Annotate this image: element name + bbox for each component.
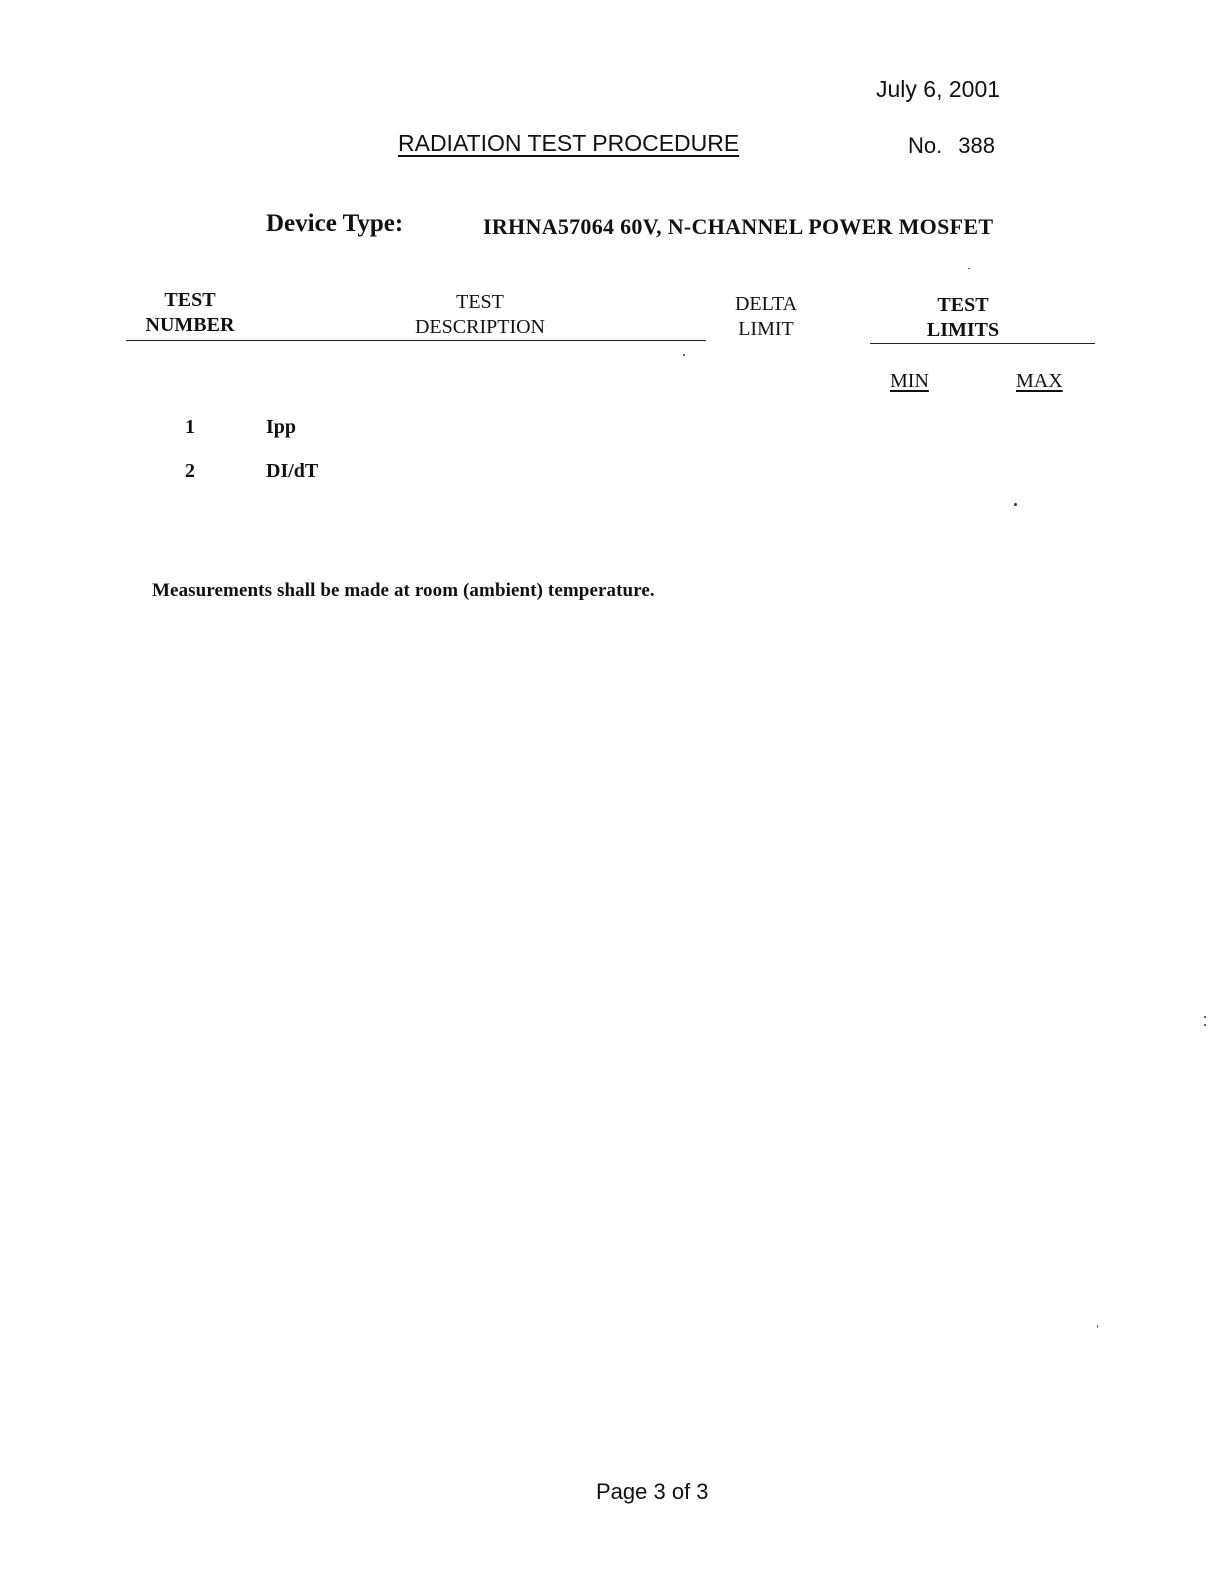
header-test-number-line1: TEST [164, 289, 216, 311]
header-delta-limit [720, 292, 812, 342]
scan-speck [1204, 1016, 1206, 1018]
row-1-test-number: 1 [185, 416, 195, 438]
scan-speck [1097, 1325, 1098, 1328]
header-test-number [138, 288, 242, 338]
header-test-limits-line2: LIMITS [926, 319, 1000, 341]
measurement-note: Measurements shall be made at room (ambient) temperature. [152, 580, 655, 601]
row-2-test-description: DI/dT [266, 460, 319, 482]
header-delta-limit-line1: DELTA [734, 293, 798, 315]
scan-speck [1204, 1024, 1206, 1026]
header-delta-limit-line2: LIMIT [738, 318, 794, 340]
header-test-description-line2: DESCRIPTION [414, 316, 545, 338]
document-number-label: No. [908, 133, 943, 158]
header-max: MAX [1016, 370, 1063, 392]
header-divider-right [870, 343, 1095, 344]
scan-speck [968, 268, 970, 269]
scan-speck [1014, 503, 1017, 506]
document-number [908, 133, 995, 159]
header-test-limits-line1: TEST [937, 294, 989, 316]
header-min: MIN [890, 370, 929, 392]
header-divider-left [126, 340, 706, 341]
header-test-limits [916, 293, 1010, 343]
scan-speck [683, 354, 685, 356]
document-number-value: 388 [958, 133, 995, 158]
row-2-test-number: 2 [185, 460, 195, 482]
header-test-description [400, 290, 560, 340]
document-title: RADIATION TEST PROCEDURE [398, 130, 740, 156]
header-test-number-line2: NUMBER [145, 314, 235, 336]
device-type-value: IRHNA57064 60V, N-CHANNEL POWER MOSFET [483, 214, 994, 239]
header-test-description-line1: TEST [456, 291, 504, 313]
device-type-label: Device Type: [266, 210, 404, 237]
document-date: July 6, 2001 [876, 76, 1001, 102]
page-footer: Page 3 of 3 [596, 1479, 709, 1504]
row-1-test-description: Ipp [266, 416, 297, 438]
